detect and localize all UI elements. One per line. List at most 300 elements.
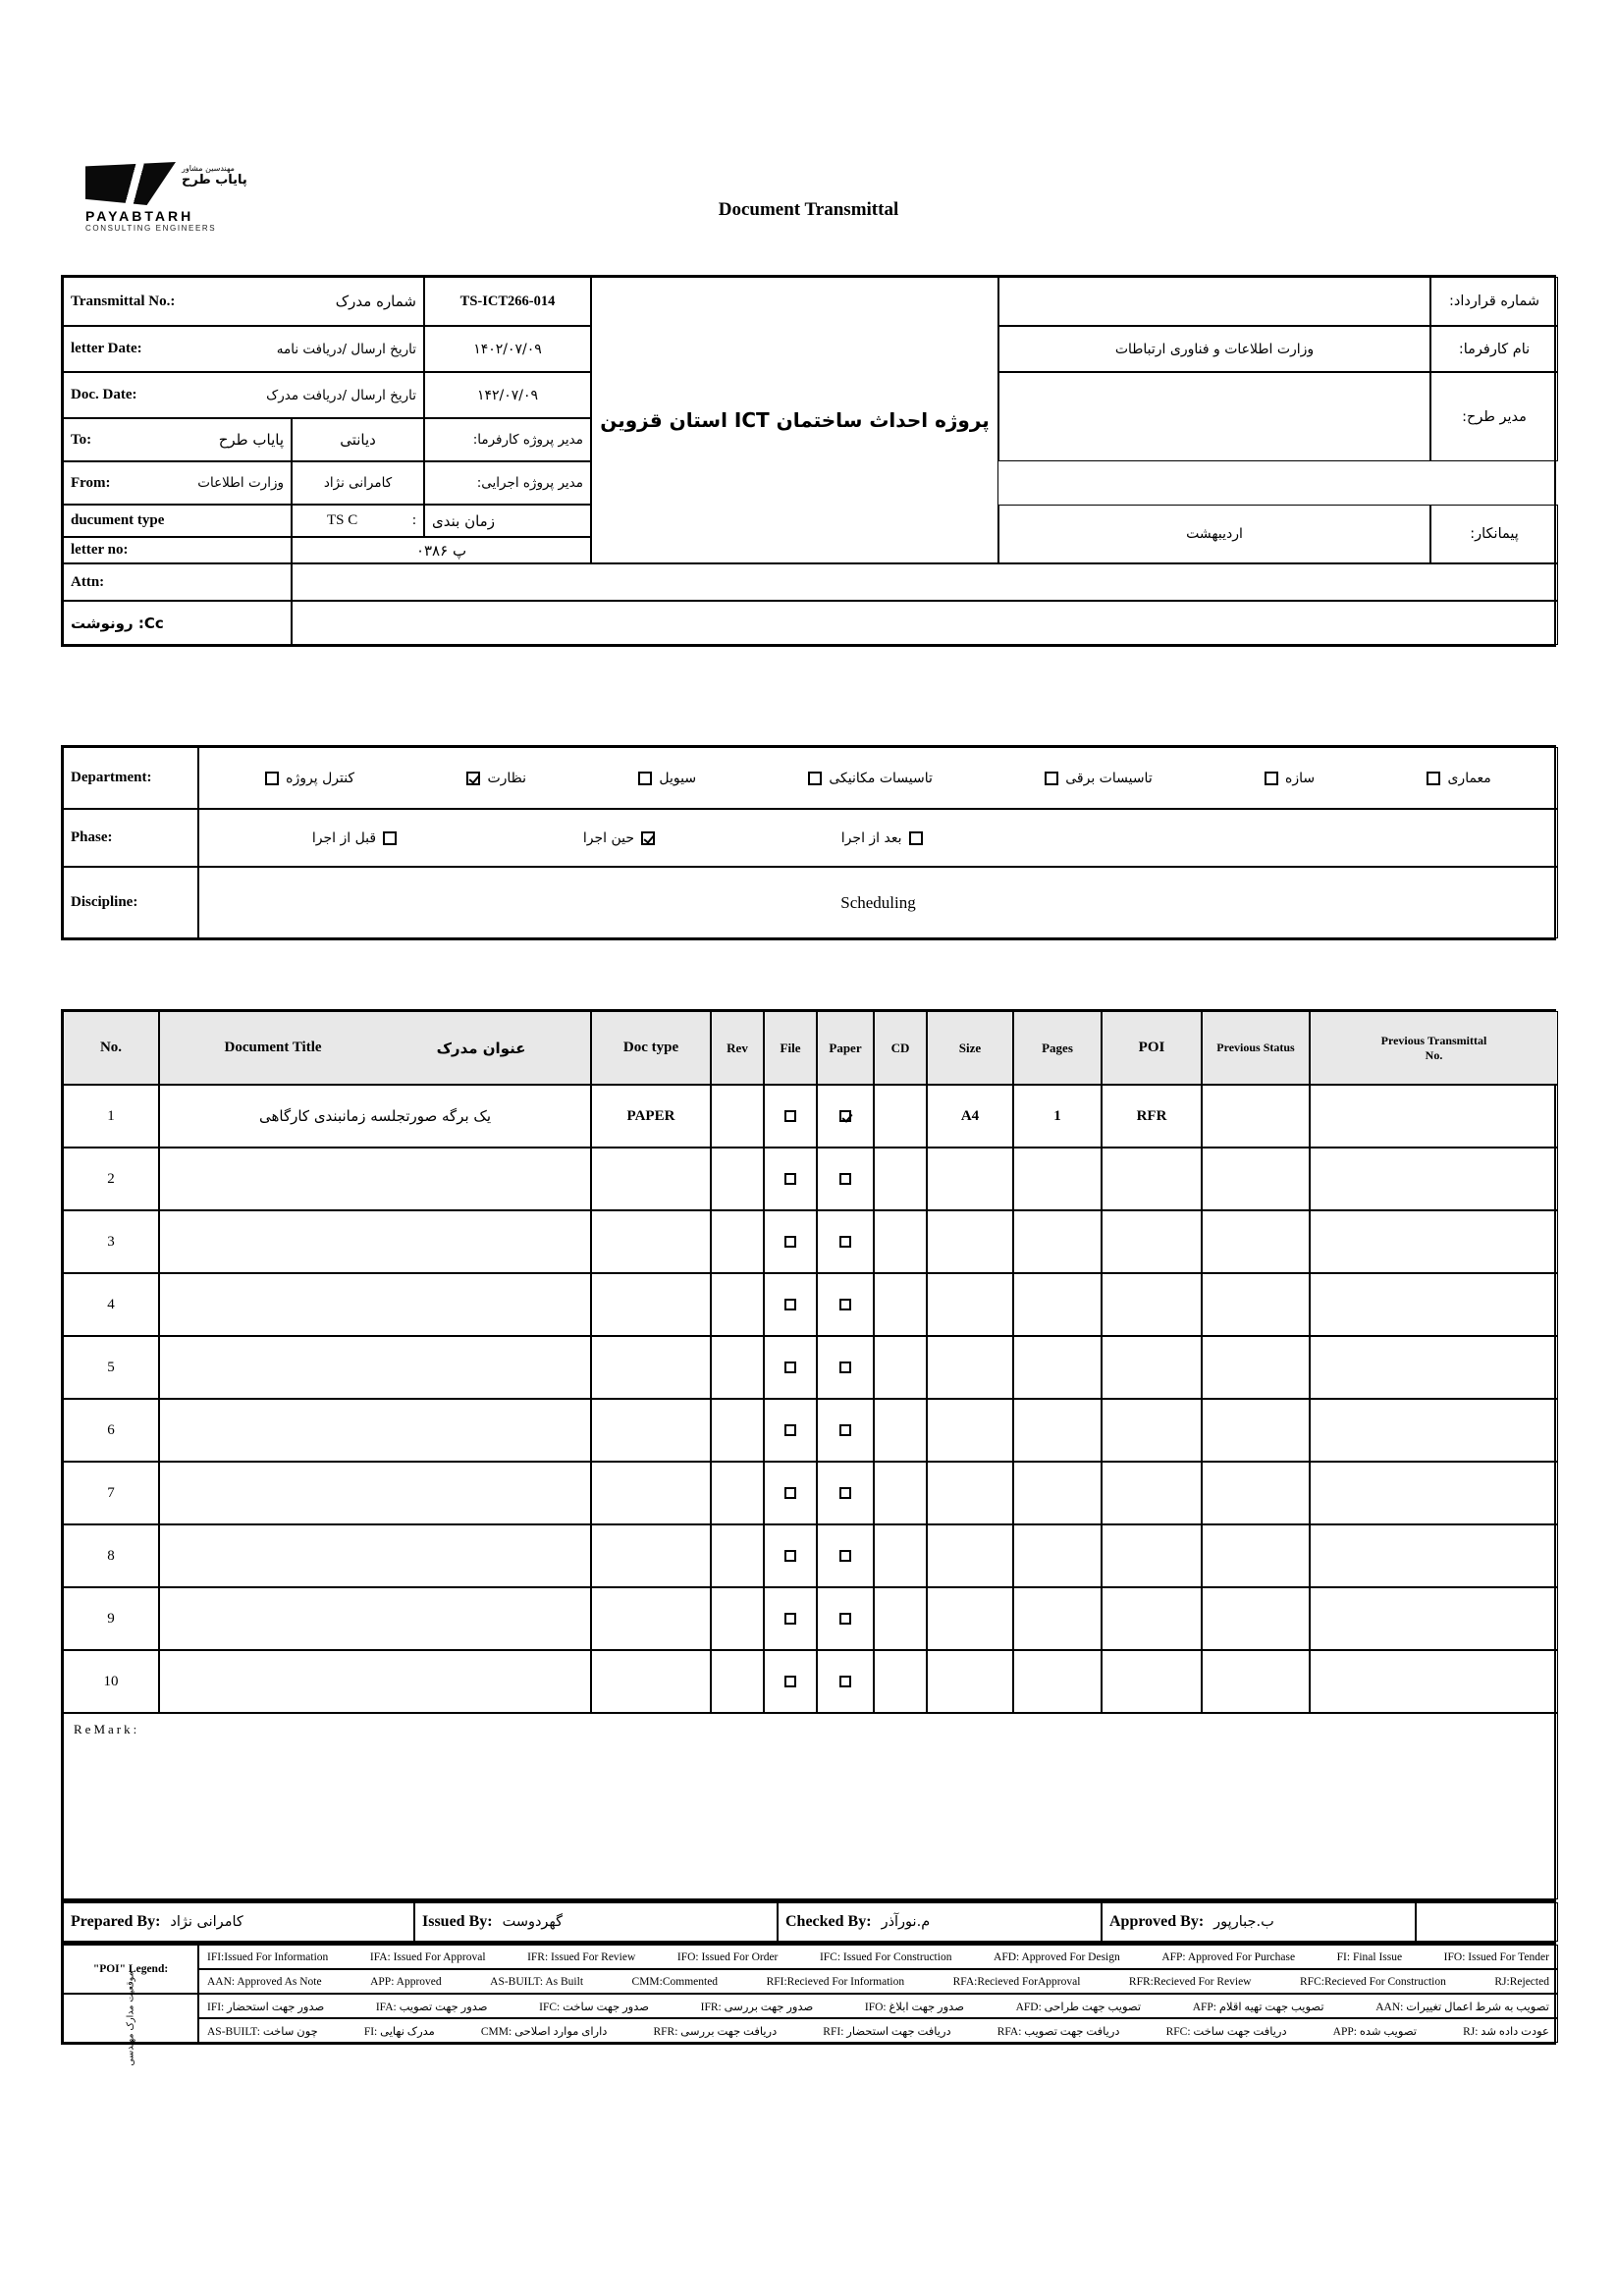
row-prev-transmittal xyxy=(1310,1085,1558,1148)
row-doc-type xyxy=(591,1210,711,1273)
legend-item: IFO: صدور جهت ابلاغ xyxy=(864,2001,964,2013)
attn-value-field xyxy=(292,563,1558,601)
row-pages xyxy=(1013,1273,1102,1336)
row-size xyxy=(927,1650,1013,1713)
remark-field xyxy=(63,1713,1558,1899)
page-header xyxy=(61,162,1556,275)
row-no: 8 xyxy=(63,1524,159,1587)
row-poi xyxy=(1102,1524,1202,1587)
page-title: Document Transmittal xyxy=(718,199,899,220)
legend-item: IFC: Issued For Construction xyxy=(819,1950,952,1963)
row-rev xyxy=(711,1587,764,1650)
prepared-by-cell xyxy=(63,1902,414,1942)
row-file xyxy=(764,1650,817,1713)
legend-item: IFI: صدور جهت استحضار xyxy=(207,2001,325,2013)
row-file xyxy=(764,1587,817,1650)
row-no: 4 xyxy=(63,1273,159,1336)
row-file xyxy=(764,1524,817,1587)
row-prev-status xyxy=(1202,1462,1310,1524)
row-rev xyxy=(711,1085,764,1148)
file-checkbox[interactable] xyxy=(784,1110,796,1122)
letter-no-label-cell xyxy=(63,537,292,563)
contract-no-value xyxy=(998,277,1430,326)
row-doc-type xyxy=(591,1148,711,1210)
file-checkbox[interactable] xyxy=(784,1362,796,1373)
legend-item: IFO: Issued For Order xyxy=(676,1950,779,1963)
prepared-by-label: Prepared By: xyxy=(71,1913,161,1930)
row-prev-transmittal xyxy=(1310,1399,1558,1462)
row-prev-status xyxy=(1202,1650,1310,1713)
legend-item: CMM:Commented xyxy=(631,1975,719,1988)
to-label: To: xyxy=(71,431,92,448)
approved-by-cell xyxy=(1102,1902,1416,1942)
option-label: قبل از اجرا xyxy=(311,829,377,846)
option-label: سازه xyxy=(1285,770,1316,786)
legend-item: IFA: صدور جهت تصویب xyxy=(375,2001,488,2013)
department-option-electrical[interactable] xyxy=(1045,771,1152,786)
header-size: Size xyxy=(927,1011,1013,1085)
header-title xyxy=(159,1011,591,1085)
row-title xyxy=(159,1524,591,1587)
row-cd xyxy=(874,1524,927,1587)
row-size xyxy=(927,1336,1013,1399)
row-paper xyxy=(817,1462,874,1524)
contract-no-label: شماره قرارداد: xyxy=(1430,277,1558,326)
engineering-docs-status-label xyxy=(63,1970,198,2066)
checked-by-value: م.نورآذر xyxy=(881,1914,931,1930)
header-no: No. xyxy=(63,1011,159,1085)
legend-item: RFR:Recieved For Review xyxy=(1128,1975,1252,1988)
file-checkbox[interactable] xyxy=(784,1236,796,1248)
row-no: 3 xyxy=(63,1210,159,1273)
doc-type-label-text: ducument type xyxy=(71,512,165,528)
row-file xyxy=(764,1336,817,1399)
row-rev xyxy=(711,1148,764,1210)
row-cd xyxy=(874,1273,927,1336)
row-prev-status xyxy=(1202,1399,1310,1462)
legend-item: IFR: صدور جهت بررسی xyxy=(700,2001,814,2013)
legend-item: AFP: تصویب جهت تهیه اقلام xyxy=(1192,2001,1324,2013)
legend-item: RFI: دریافت جهت استحضار xyxy=(823,2025,951,2038)
paper-checkbox[interactable] xyxy=(839,1550,851,1562)
legend-item: RFC:Recieved For Construction xyxy=(1300,1975,1446,1988)
row-prev-transmittal xyxy=(1310,1148,1558,1210)
row-poi xyxy=(1102,1587,1202,1650)
transmittal-no-label-fa: شماره مدرک xyxy=(335,293,416,310)
legend-item: IFA: Issued For Approval xyxy=(369,1950,486,1963)
letter-date-labels xyxy=(63,326,424,372)
legend-item: RFA:Recieved ForApproval xyxy=(952,1975,1081,1988)
form-content xyxy=(61,0,1556,2066)
logo-fa-tagline: مهندسین مشاور xyxy=(182,164,235,173)
row-file xyxy=(764,1399,817,1462)
row-pages xyxy=(1013,1210,1102,1273)
row-prev-transmittal xyxy=(1310,1273,1558,1336)
legend-item: AS-BUILT: چون ساخت xyxy=(207,2025,318,2038)
to-cell xyxy=(63,418,292,461)
row-cd xyxy=(874,1085,927,1148)
row-pages xyxy=(1013,1650,1102,1713)
issued-by-label: Issued By: xyxy=(422,1913,493,1930)
checkbox-icon[interactable] xyxy=(1265,772,1278,785)
row-pages xyxy=(1013,1399,1102,1462)
row-rev xyxy=(711,1273,764,1336)
option-label: تاسیسات مکانیکی xyxy=(829,770,933,786)
row-doc-type xyxy=(591,1587,711,1650)
doc-type-colon: : xyxy=(411,512,416,528)
row-prev-transmittal xyxy=(1310,1210,1558,1273)
option-label: تاسیسات برقی xyxy=(1065,770,1153,786)
logo-fa-text xyxy=(182,162,247,187)
row-size xyxy=(927,1148,1013,1210)
cc-value-field xyxy=(292,601,1558,645)
letter-no-value: پ ۰۳۸۶ xyxy=(292,537,591,563)
poi-legend-label: "POI" Legend: xyxy=(63,1945,198,1994)
to-role: مدیر پروژه کارفرما: xyxy=(424,418,591,461)
row-cd xyxy=(874,1210,927,1273)
legend-item: RFI:Recieved For Information xyxy=(766,1975,905,1988)
header-paper: Paper xyxy=(817,1011,874,1085)
row-prev-transmittal xyxy=(1310,1524,1558,1587)
letter-date-value: ۱۴۰۲/۰۷/۰۹ xyxy=(424,326,591,372)
row-title xyxy=(159,1587,591,1650)
header-prev-transmittal: Previous Transmittal No. xyxy=(1310,1011,1558,1085)
row-cd xyxy=(874,1148,927,1210)
transmittal-info-table xyxy=(61,275,1556,647)
doc-type-fa: زمان بندی xyxy=(424,505,591,537)
transmittal-no-value: TS-ICT266-014 xyxy=(424,277,591,326)
contractor-label: پیمانکار: xyxy=(1430,505,1558,563)
from-person: کامرانی نژاد xyxy=(292,461,424,505)
row-poi: RFR xyxy=(1102,1085,1202,1148)
option-label: کنترل پروژه xyxy=(286,770,355,786)
document-table xyxy=(61,1009,1556,1901)
row-title xyxy=(159,1462,591,1524)
phase-option-before[interactable] xyxy=(312,830,397,846)
checkbox-icon[interactable] xyxy=(383,831,397,845)
legend-item: IFR: Issued For Review xyxy=(527,1950,636,1963)
logo-en-name: PAYABTARH xyxy=(85,208,194,224)
header-pages: Pages xyxy=(1013,1011,1102,1085)
department-option-structure[interactable] xyxy=(1265,771,1315,786)
cc-label: Cc: رونوشت xyxy=(71,614,164,632)
from-role: مدیر پروژه اجرایی: xyxy=(424,461,591,505)
header-prev-status: Previous Status xyxy=(1202,1011,1310,1085)
letter-no-label: letter no: xyxy=(71,542,129,558)
doc-date-value: ۱۴۲/۰۷/۰۹ xyxy=(424,372,591,418)
row-paper xyxy=(817,1524,874,1587)
row-prev-transmittal xyxy=(1310,1462,1558,1524)
row-size: A4 xyxy=(927,1085,1013,1148)
legend-item: APP: تصویب شده xyxy=(1332,2025,1417,2038)
transmittal-no-label-en: Transmittal No.: xyxy=(71,293,176,309)
doc-type-value-cell xyxy=(292,505,424,537)
phase-options-inner xyxy=(209,830,1025,846)
header-doc-type: Doc type xyxy=(591,1011,711,1085)
row-prev-transmittal xyxy=(1310,1587,1558,1650)
row-pages: 1 xyxy=(1013,1085,1102,1148)
attn-label: Attn: xyxy=(71,573,105,590)
row-title: یک برگه صورتجلسه زمانبندی کارگاهی xyxy=(159,1085,591,1148)
legend-item: FI: Final Issue xyxy=(1336,1950,1403,1963)
phase-option-during[interactable] xyxy=(583,830,655,846)
row-title xyxy=(159,1273,591,1336)
from-company: وزارت اطلاعات xyxy=(197,475,284,491)
checked-by-cell xyxy=(778,1902,1102,1942)
row-pages xyxy=(1013,1587,1102,1650)
row-paper xyxy=(817,1148,874,1210)
legend-table xyxy=(61,1944,1556,2066)
row-no: 10 xyxy=(63,1650,159,1713)
signature-empty-cell xyxy=(1416,1902,1558,1942)
row-no: 7 xyxy=(63,1462,159,1524)
row-rev xyxy=(711,1524,764,1587)
row-rev xyxy=(711,1399,764,1462)
row-paper xyxy=(817,1650,874,1713)
option-label: معماری xyxy=(1447,770,1491,786)
checkbox-icon[interactable] xyxy=(909,831,923,845)
row-rev xyxy=(711,1650,764,1713)
legend-item: RFA: دریافت جهت تصویب xyxy=(997,2025,1120,2038)
row-doc-type xyxy=(591,1524,711,1587)
legend-line-en-1 xyxy=(198,1945,1558,1969)
paper-checkbox[interactable] xyxy=(839,1110,851,1122)
from-label: From: xyxy=(71,474,111,491)
option-label: بعد از اجرا xyxy=(840,829,902,846)
row-size xyxy=(927,1587,1013,1650)
file-checkbox[interactable] xyxy=(784,1550,796,1562)
legend-item: RJ:Rejected xyxy=(1494,1975,1549,1988)
signature-row xyxy=(61,1901,1556,1944)
row-doc-type: PAPER xyxy=(591,1085,711,1148)
header-title-fa: عنوان مدرک xyxy=(436,1039,526,1057)
letter-date-label-fa: تاریخ ارسال /دریافت نامه xyxy=(276,341,416,357)
paper-checkbox[interactable] xyxy=(839,1424,851,1436)
row-title xyxy=(159,1650,591,1713)
row-cd xyxy=(874,1399,927,1462)
discipline-label: Discipline: xyxy=(63,867,198,938)
legend-item: AFP: Approved For Purchase xyxy=(1161,1950,1296,1963)
row-doc-type xyxy=(591,1650,711,1713)
classification-table xyxy=(61,745,1556,940)
row-doc-type xyxy=(591,1336,711,1399)
row-rev xyxy=(711,1462,764,1524)
department-option-supervision[interactable] xyxy=(466,771,526,786)
phase-options xyxy=(198,809,1558,867)
doc-type-value: TS C xyxy=(327,512,358,528)
row-prev-status xyxy=(1202,1336,1310,1399)
to-company: پایاب طرح xyxy=(218,431,284,449)
row-paper xyxy=(817,1399,874,1462)
option-label: حین اجرا xyxy=(582,829,635,846)
attn-label-cell xyxy=(63,563,292,601)
paper-checkbox[interactable] xyxy=(839,1676,851,1687)
row-title xyxy=(159,1148,591,1210)
logo-en-subtitle: CONSULTING ENGINEERS xyxy=(85,224,217,233)
paper-checkbox[interactable] xyxy=(839,1236,851,1248)
row-title xyxy=(159,1336,591,1399)
issued-by-cell xyxy=(414,1902,778,1942)
row-prev-status xyxy=(1202,1085,1310,1148)
paper-checkbox[interactable] xyxy=(839,1299,851,1310)
legend-item: IFO: Issued For Tender xyxy=(1443,1950,1549,1963)
doc-date-label-en: Doc. Date: xyxy=(71,387,137,402)
approved-by-label: Approved By: xyxy=(1109,1913,1205,1930)
checkbox-icon[interactable] xyxy=(638,772,652,785)
row-poi xyxy=(1102,1650,1202,1713)
header-file: File xyxy=(764,1011,817,1085)
legend-item: RFC: دریافت جهت ساخت xyxy=(1165,2025,1287,2038)
legend-item: AFD: تصویب جهت طراحی xyxy=(1015,2001,1142,2013)
department-label: Department: xyxy=(63,747,198,809)
row-prev-status xyxy=(1202,1273,1310,1336)
checkbox-icon[interactable] xyxy=(641,831,655,845)
row-file xyxy=(764,1462,817,1524)
row-poi xyxy=(1102,1148,1202,1210)
department-option-civil[interactable] xyxy=(638,771,696,786)
legend-item: FI: مدرک نهایی xyxy=(363,2025,435,2038)
file-checkbox[interactable] xyxy=(784,1299,796,1310)
engineering-docs-status-text: موقعیت مدارک مهندسی xyxy=(125,1970,136,2066)
department-option-control-project[interactable] xyxy=(265,771,354,786)
row-no: 2 xyxy=(63,1148,159,1210)
row-prev-transmittal xyxy=(1310,1650,1558,1713)
legend-item: CMM: دارای موارد اصلاحی xyxy=(480,2025,608,2038)
file-checkbox[interactable] xyxy=(784,1613,796,1625)
row-file xyxy=(764,1273,817,1336)
row-size xyxy=(927,1210,1013,1273)
department-options xyxy=(198,747,1558,809)
header-title-en: Document Title xyxy=(224,1040,322,1055)
row-paper xyxy=(817,1210,874,1273)
option-label: نظارت xyxy=(487,770,527,786)
doc-date-labels xyxy=(63,372,424,418)
row-cd xyxy=(874,1462,927,1524)
header-rev: Rev xyxy=(711,1011,764,1085)
department-option-architecture[interactable] xyxy=(1427,771,1490,786)
row-prev-transmittal xyxy=(1310,1336,1558,1399)
row-no: 1 xyxy=(63,1085,159,1148)
paper-checkbox[interactable] xyxy=(839,1487,851,1499)
row-no: 6 xyxy=(63,1399,159,1462)
row-cd xyxy=(874,1587,927,1650)
remark-label: ReMark: xyxy=(74,1722,140,1736)
row-cd xyxy=(874,1336,927,1399)
doc-type-label xyxy=(63,505,292,537)
row-size xyxy=(927,1462,1013,1524)
row-paper xyxy=(817,1273,874,1336)
row-poi xyxy=(1102,1210,1202,1273)
issued-by-value: گهردوست xyxy=(502,1914,564,1930)
legend-line-en-2 xyxy=(198,1969,1558,1994)
row-pages xyxy=(1013,1524,1102,1587)
checkbox-icon[interactable] xyxy=(1427,772,1440,785)
row-paper xyxy=(817,1085,874,1148)
row-prev-status xyxy=(1202,1524,1310,1587)
department-option-mechanical[interactable] xyxy=(808,771,933,786)
row-rev xyxy=(711,1336,764,1399)
doc-date-label-fa: تاریخ ارسال /دریافت مدرک xyxy=(266,387,416,403)
contractor-value: اردیبهشت xyxy=(998,505,1430,563)
phase-label: Phase: xyxy=(63,809,198,867)
file-checkbox[interactable] xyxy=(784,1676,796,1687)
row-pages xyxy=(1013,1148,1102,1210)
row-size xyxy=(927,1524,1013,1587)
row-no: 9 xyxy=(63,1587,159,1650)
file-checkbox[interactable] xyxy=(784,1487,796,1499)
header-poi: POI xyxy=(1102,1011,1202,1085)
checkbox-icon[interactable] xyxy=(265,772,279,785)
checkbox-icon[interactable] xyxy=(808,772,822,785)
plan-manager-label: مدیر طرح: xyxy=(1430,372,1558,461)
checked-by-label: Checked By: xyxy=(785,1913,872,1930)
checkbox-icon[interactable] xyxy=(466,772,480,785)
legend-line-fa-1 xyxy=(198,1994,1558,2018)
paper-checkbox[interactable] xyxy=(839,1613,851,1625)
legend-item: AFD: Approved For Design xyxy=(994,1950,1120,1963)
legend-item: AAN: تصویب به شرط اعمال تغییرات xyxy=(1375,2001,1549,2013)
row-poi xyxy=(1102,1273,1202,1336)
legend-item: AAN: Approved As Note xyxy=(207,1975,322,1988)
row-title xyxy=(159,1399,591,1462)
row-no: 5 xyxy=(63,1336,159,1399)
discipline-value: Scheduling xyxy=(198,867,1558,938)
legend-item: RJ: عودت داده شد xyxy=(1463,2025,1549,2038)
row-size xyxy=(927,1399,1013,1462)
paper-checkbox[interactable] xyxy=(839,1362,851,1373)
row-doc-type xyxy=(591,1273,711,1336)
file-checkbox[interactable] xyxy=(784,1173,796,1185)
client-label: نام کارفرما: xyxy=(1430,326,1558,372)
row-title xyxy=(159,1210,591,1273)
transmittal-no-labels xyxy=(63,277,424,326)
plan-manager-value xyxy=(998,372,1430,461)
row-prev-status xyxy=(1202,1587,1310,1650)
row-doc-type xyxy=(591,1399,711,1462)
row-file xyxy=(764,1085,817,1148)
row-file xyxy=(764,1148,817,1210)
row-poi xyxy=(1102,1336,1202,1399)
row-paper xyxy=(817,1587,874,1650)
row-poi xyxy=(1102,1462,1202,1524)
prepared-by-value: کامرانی نژاد xyxy=(170,1914,243,1930)
file-checkbox[interactable] xyxy=(784,1424,796,1436)
project-title: پروژه احداث ساختمان ICT استان قزوین xyxy=(591,277,998,563)
checkbox-icon[interactable] xyxy=(1045,772,1058,785)
row-file xyxy=(764,1210,817,1273)
to-person: دیانتی xyxy=(292,418,424,461)
header-cd: CD xyxy=(874,1011,927,1085)
row-paper xyxy=(817,1336,874,1399)
letter-date-label-en: letter Date: xyxy=(71,341,142,356)
row-cd xyxy=(874,1650,927,1713)
client-value: وزارت اطلاعات و فناوری ارتباطات xyxy=(998,326,1430,372)
row-poi xyxy=(1102,1399,1202,1462)
phase-option-after[interactable] xyxy=(841,830,923,846)
logo-fa-name: پایاب طرح xyxy=(182,173,247,187)
legend-item: AS-BUILT: As Built xyxy=(490,1975,584,1988)
paper-checkbox[interactable] xyxy=(839,1173,851,1185)
row-prev-status xyxy=(1202,1210,1310,1273)
row-rev xyxy=(711,1210,764,1273)
from-cell xyxy=(63,461,292,505)
cc-label-cell xyxy=(63,601,292,645)
row-pages xyxy=(1013,1462,1102,1524)
row-prev-status xyxy=(1202,1148,1310,1210)
option-label: سیویل xyxy=(659,770,697,786)
company-logo xyxy=(85,162,301,233)
row-pages xyxy=(1013,1336,1102,1399)
